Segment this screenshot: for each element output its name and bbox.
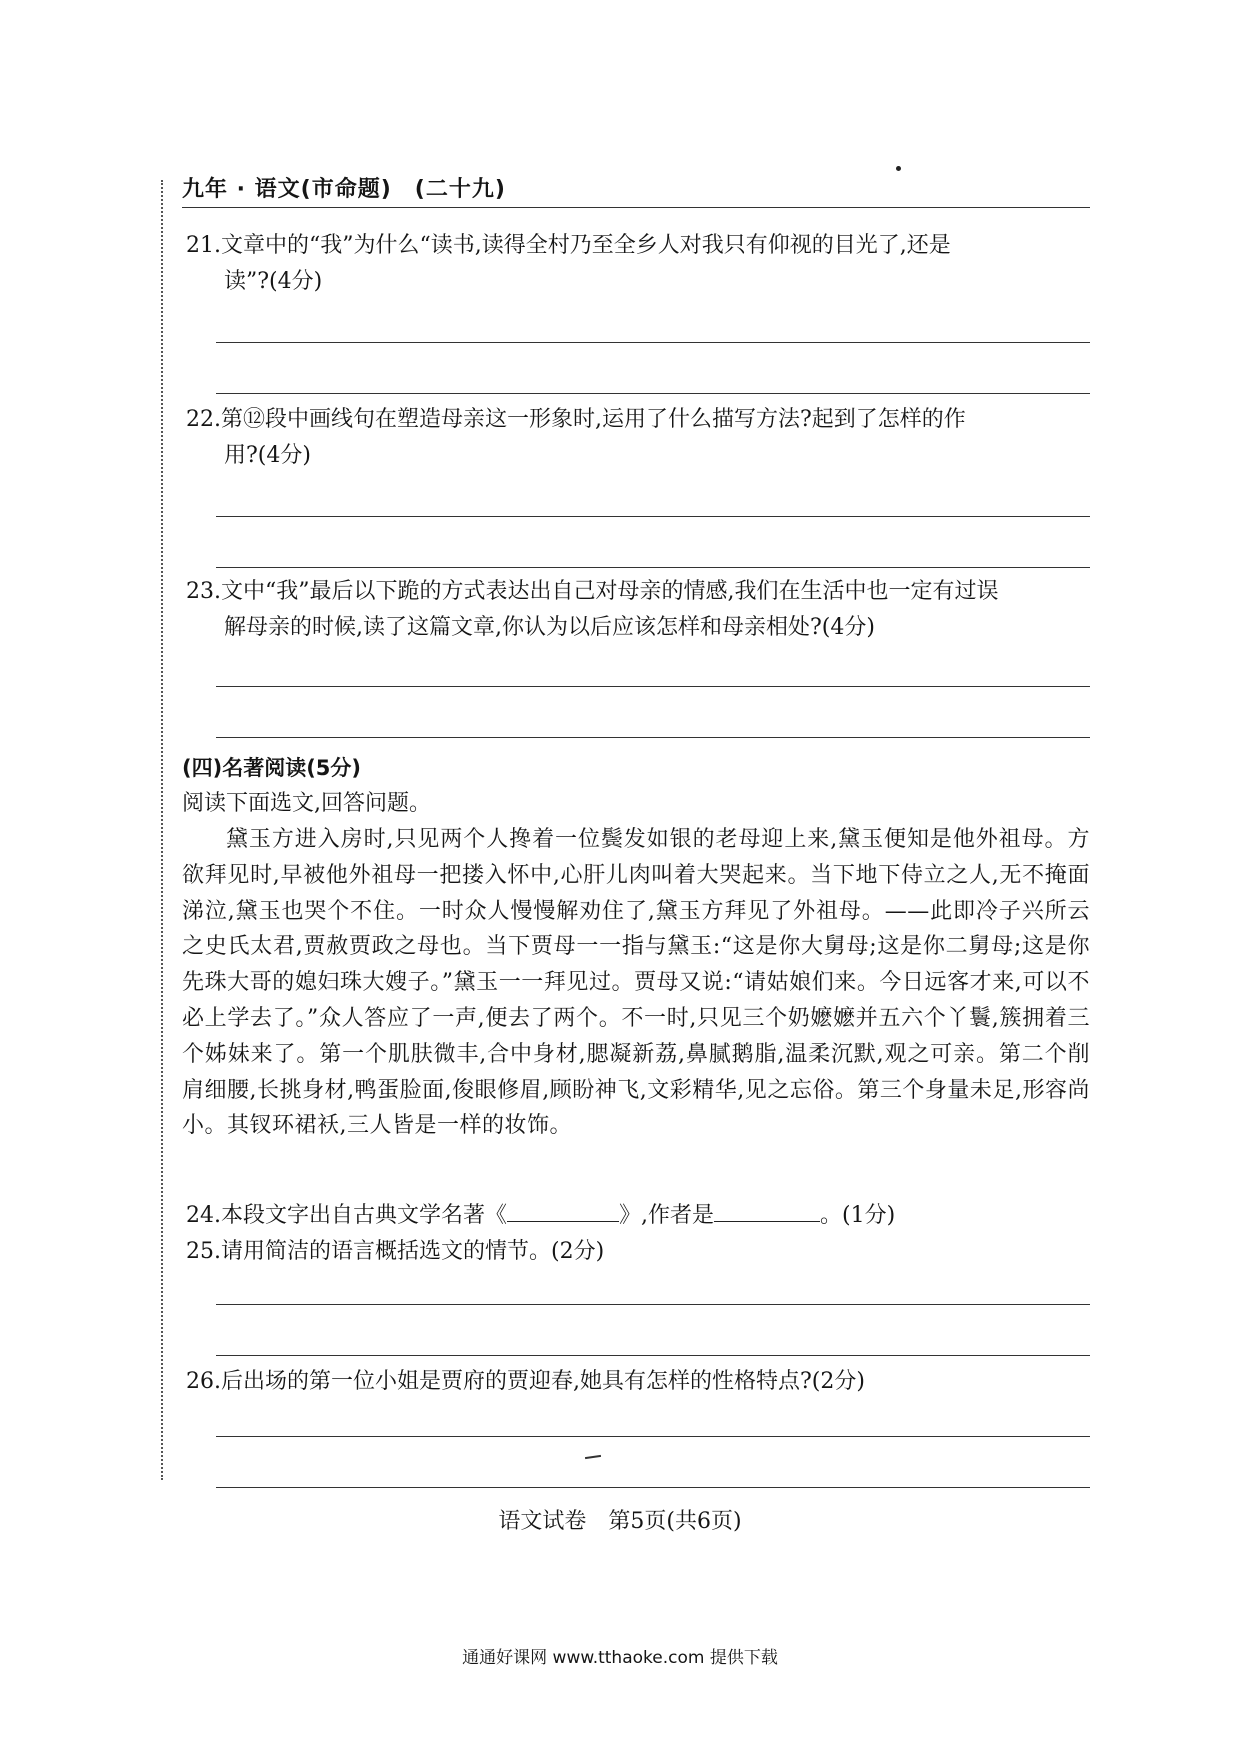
question-number: 24. — [186, 1203, 221, 1228]
section-instructions: 阅读下面选文,回答问题。 — [182, 791, 431, 816]
answer-line[interactable] — [216, 1487, 1090, 1488]
answer-line[interactable] — [216, 567, 1090, 568]
answer-line[interactable] — [216, 342, 1090, 343]
question-text-continued: 用?(4分) — [224, 443, 311, 468]
answer-line[interactable] — [216, 1355, 1090, 1356]
binding-dotted-line — [161, 180, 163, 1480]
reading-passage: 黛玉方进入房时,只见两个人搀着一位鬓发如银的老母迎上来,黛玉便知是他外祖母。方欲拜见时,早被他外祖母一把搂入怀中,心肝儿肉叫着大哭起来。当下地下侍立之人,无不掩面涕泣,黛玉也哭个不住。一时众人慢慢解劝住了,黛玉方拜见了外祖母。——此即冷子兴所云之史氏太君,贾赦贾政之母也。当下贾母一一指与黛玉:“这是你大舅母;这是你二舅母;这是你先珠大哥的媳妇珠大嫂子。”黛玉一一拜见过。贾母又说:“请姑娘们来。今日远客才来,可以不必上学去了。”众人答应了一声,便去了两个。不一时,只见三个奶嬷嬷并五六个丫鬟,簇拥着三个姊妹来了。第一个肌肤微丰,合中身材,腮凝新荔,鼻腻鹅脂,温柔沉默,观之可亲。第二个削肩细腰,长挑身材,鸭蛋脸面,俊眼修眉,顾盼神飞,文彩精华,见之忘俗。第三个身量未足,形容尚小。其钗环裙袄,三人皆是一样的妆饰。 — [182, 827, 1091, 1139]
question-text: 请用简洁的语言概括选文的情节。(2分) — [221, 1239, 605, 1264]
answer-line[interactable] — [216, 393, 1090, 394]
page-header-title: 九年 · 语文(市命题) (二十九) — [182, 177, 506, 202]
question-text: 本段文字出自古典文学名著《 — [221, 1203, 508, 1228]
question-text: 》,作者是 — [619, 1203, 715, 1228]
header-rule — [182, 207, 1090, 208]
question-text: 。(1分) — [820, 1203, 896, 1228]
question-text: 后出场的第一位小姐是贾府的贾迎春,她具有怎样的性格特点?(2分) — [221, 1369, 865, 1394]
section-title: (四)名著阅读(5分) — [182, 756, 362, 780]
question-text-continued: 读”?(4分) — [224, 269, 323, 294]
question-26 — [186, 1364, 1091, 1400]
question-23 — [186, 574, 1091, 646]
question-number: 22. — [186, 407, 221, 432]
author-blank[interactable] — [714, 1199, 820, 1222]
answer-line[interactable] — [216, 686, 1090, 687]
question-22 — [186, 402, 1091, 474]
watermark-text: 通通好课网 www.tthaoke.com 提供下载 — [462, 1648, 778, 1668]
question-number: 26. — [186, 1369, 221, 1394]
question-number: 23. — [186, 579, 221, 604]
scan-speck — [585, 1455, 601, 1459]
answer-line[interactable] — [216, 737, 1090, 738]
question-25 — [186, 1234, 1091, 1270]
question-text: 第⑫段中画线句在塑造母亲这一形象时,运用了什么描写方法?起到了怎样的作 — [221, 407, 966, 432]
book-title-blank[interactable] — [507, 1199, 619, 1222]
question-text: 文中“我”最后以下跪的方式表达出自己对母亲的情感,我们在生活中也一定有过误 — [221, 579, 999, 604]
question-21 — [186, 228, 1091, 300]
question-text: 文章中的“我”为什么“读书,读得全村乃至全乡人对我只有仰视的目光了,还是 — [221, 233, 951, 258]
page-footer: 语文试卷 第5页(共6页) — [498, 1509, 742, 1534]
question-24 — [186, 1198, 1091, 1234]
scan-speck — [896, 166, 901, 171]
question-number: 25. — [186, 1239, 221, 1264]
question-text-continued: 解母亲的时候,读了这篇文章,你认为以后应该怎样和母亲相处?(4分) — [224, 615, 875, 640]
answer-line[interactable] — [216, 1436, 1090, 1437]
answer-line[interactable] — [216, 1304, 1090, 1305]
answer-line[interactable] — [216, 516, 1090, 517]
question-number: 21. — [186, 233, 221, 258]
